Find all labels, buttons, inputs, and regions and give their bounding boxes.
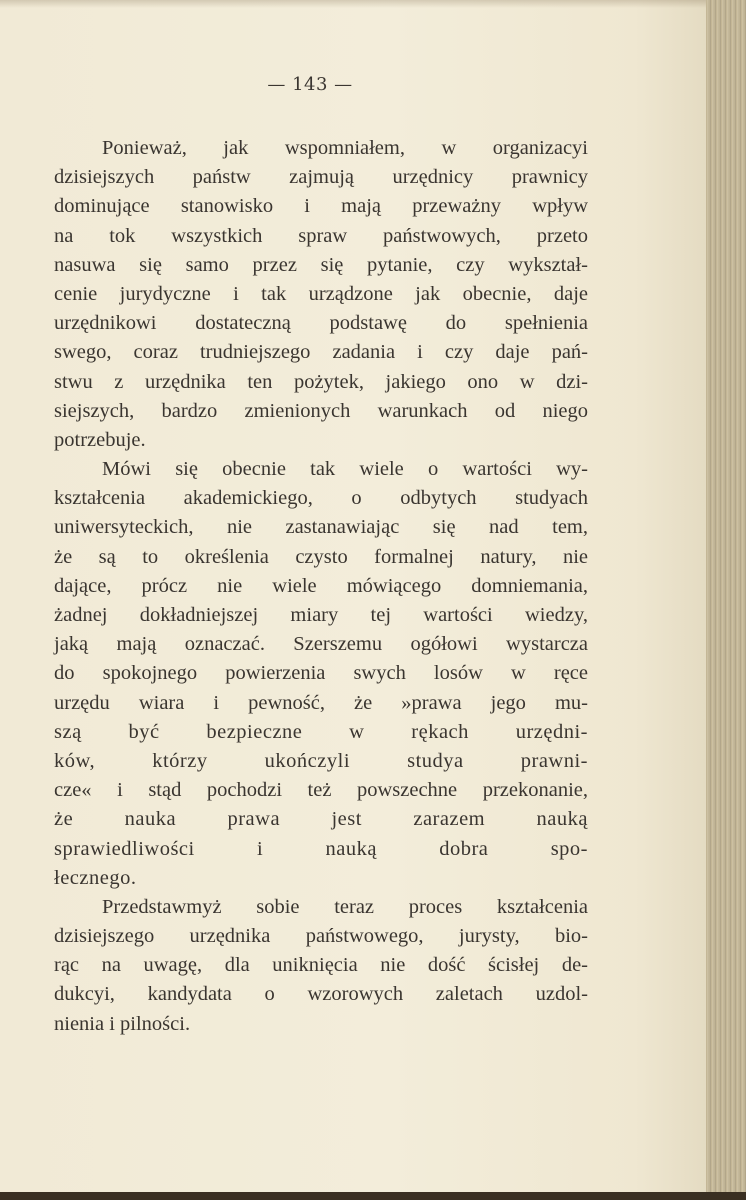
text-line: do spokojnego powierzenia swych losów w ręce — [54, 662, 588, 685]
book-page-edges — [706, 0, 746, 1200]
text-line: nasuwa się samo przez się pytanie, czy wykształ- — [54, 253, 588, 276]
book-bottom-edge — [0, 1192, 746, 1200]
text-line: szą być bezpieczne w rękach urzędni- — [54, 720, 588, 743]
text-line: urzędnikowi dostateczną podstawę do spełnienia — [54, 312, 588, 335]
text-line: kształcenia akademickiego, o odbytych studyach — [54, 487, 588, 510]
text-line: ków, którzy ukończyli studya prawni- — [54, 749, 588, 772]
text-line: Przedstawmyż sobie teraz proces kształcenia — [102, 895, 588, 918]
paragraph-2 — [54, 455, 588, 893]
text-line: dające, prócz nie wiele mówiącego domniemania, — [54, 574, 588, 597]
text-line: łecznego. — [54, 866, 137, 889]
text-line: Mówi się obecnie tak wiele o wartości wy- — [102, 458, 588, 481]
text-line: cenie jurydyczne i tak urządzone jak obecnie, daje — [54, 282, 588, 305]
text-line: jaką mają oznaczać. Szerszemu ogółowi wystarcza — [54, 633, 588, 656]
text-line: swego, coraz trudniejszego zadania i czy daje pań- — [54, 341, 588, 364]
text-line: siejszych, bardzo zmienionych warunkach od niego — [54, 399, 588, 422]
page-number: — 143 — — [267, 74, 353, 95]
text-line: Ponieważ, jak wspomniałem, w organizacyi — [102, 137, 588, 159]
text-line: że nauka prawa jest zarazem nauką — [54, 808, 588, 831]
text-line: rąc na uwagę, dla uniknięcia nie dość ścisłej de- — [54, 954, 588, 977]
text-line: dominujące stanowisko i mają przeważny wpływ — [54, 195, 588, 218]
paragraph-1 — [54, 134, 588, 455]
page-top-shadow — [0, 0, 706, 8]
text-line: uniwersyteckich, nie zastanawiając się nad tem, — [54, 516, 588, 539]
text-line: dzisiejszych państw zajmują urzędnicy prawnicy — [54, 166, 588, 189]
text-line: dzisiejszego urzędnika państwowego, jurysty, bio- — [54, 925, 588, 948]
text-line: cze« i stąd pochodzi też powszechne przekonanie, — [54, 779, 588, 802]
page-text — [54, 134, 588, 1039]
text-line: nienia i pilności. — [54, 1012, 191, 1035]
text-line: dukcyi, kandydata o wzorowych zaletach uzdol- — [54, 983, 588, 1006]
text-line: urzędu wiara i pewność, że »prawa jego mu- — [54, 691, 588, 714]
paragraph-3 — [54, 893, 588, 1039]
text-line: na tok wszystkich spraw państwowych, przeto — [54, 224, 588, 247]
text-line: potrzebuje. — [54, 428, 146, 451]
text-line: że są to określenia czysto formalnej natury, nie — [54, 545, 588, 568]
text-line: sprawiedliwości i nauką dobra spo- — [54, 837, 588, 860]
text-line: stwu z urzędnika ten pożytek, jakiego ono w dzi- — [54, 370, 588, 393]
text-line: żadnej dokładniejszej miary tej wartości wiedzy, — [54, 604, 588, 626]
